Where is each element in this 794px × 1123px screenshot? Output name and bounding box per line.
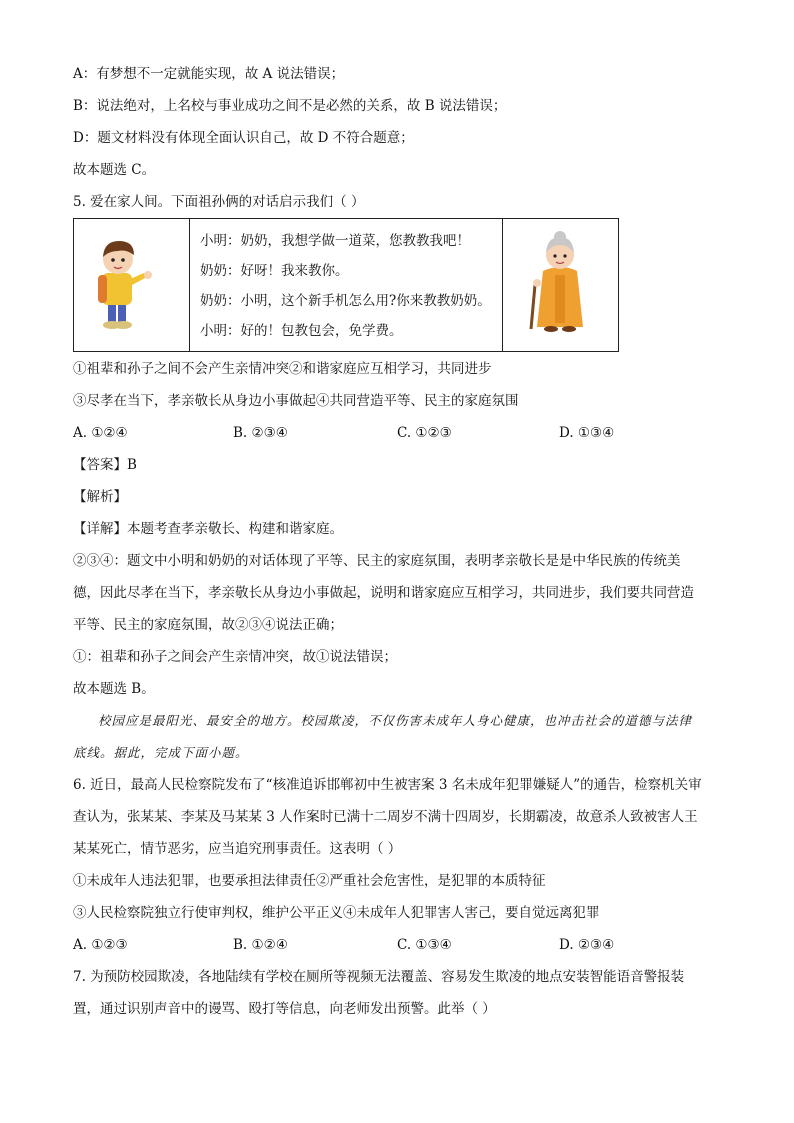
q5-option-a[interactable]: A. ①②④ bbox=[73, 425, 128, 441]
material-line-2: 底线。据此，完成下面小题。 bbox=[73, 745, 249, 760]
answer-label: 【答案】B bbox=[73, 457, 137, 473]
detail-paragraph-4: ①：祖辈和孙子之间会产生亲情冲突，故①说法错误； bbox=[73, 649, 397, 665]
grandma-illustration bbox=[503, 219, 617, 349]
question-6-statements-2: ③人民检察院独立行使审判权，维护公平正义④未成年人犯罪害人害己，要自觉远离犯罪 bbox=[73, 905, 600, 921]
detail-conclusion: 故本题选 B。 bbox=[73, 681, 155, 697]
question-5-options bbox=[73, 423, 733, 443]
answer-line-a: A：有梦想不一定就能实现，故 A 说法错误； bbox=[73, 66, 345, 82]
question-6-options bbox=[73, 935, 733, 955]
q6-option-a[interactable]: A. ①②③ bbox=[73, 937, 128, 953]
question-6-stem-2: 查认为，张某某、李某及马某某 3 人作案时已满十二周岁不满十四周岁，长期霸凌，故意杀人致被害人王 bbox=[73, 809, 698, 825]
detail-heading: 【详解】本题考查孝亲敬长、构建和谐家庭。 bbox=[73, 521, 343, 537]
material-line-1: 校园应是最阳光、最安全的地方。校园欺凌，不仅伤害未成年人身心健康，也冲击社会的道德与法律 bbox=[98, 713, 693, 728]
dialog-line-2: 奶奶：好呀！我来教你。 bbox=[200, 263, 349, 279]
question-5-stem: 5. 爱在家人间。下面祖孙俩的对话启示我们（ ） bbox=[73, 194, 365, 210]
answer-conclusion: 故本题选 C。 bbox=[73, 162, 156, 178]
dialog-line-4: 小明：好的！包教包会，免学费。 bbox=[200, 323, 403, 339]
dialog-line-1: 小明：奶奶，我想学做一道菜，您教教我吧！ bbox=[200, 233, 470, 249]
question-5-statements-2: ③尽孝在当下，孝亲敬长从身边小事做起④共同营造平等、民主的家庭氛围 bbox=[73, 393, 519, 409]
q5-option-d[interactable]: D. ①③④ bbox=[559, 425, 615, 441]
answer-line-b: B：说法绝对，上名校与事业成功之间不是必然的关系，故 B 说法错误； bbox=[73, 98, 507, 114]
analysis-label: 【解析】 bbox=[73, 489, 127, 505]
grandma-figure-cell bbox=[502, 219, 618, 351]
q6-option-b[interactable]: B. ①②④ bbox=[233, 937, 288, 953]
q5-option-c[interactable]: C. ①②③ bbox=[397, 425, 452, 441]
question-5-statements-1: ①祖辈和孙子之间不会产生亲情冲突②和谐家庭应互相学习，共同进步 bbox=[73, 361, 492, 377]
detail-paragraph-1: ②③④：题文中小明和奶奶的对话体现了平等、民主的家庭氛围，表明孝亲敬长是是中华民族的传统美 bbox=[73, 553, 681, 569]
answer-line-d: D：题文材料没有体现全面认识自己，故 D 不符合题意； bbox=[73, 130, 414, 146]
boy-illustration bbox=[74, 219, 188, 349]
boy-figure-cell bbox=[74, 219, 190, 351]
q6-option-d[interactable]: D. ②③④ bbox=[559, 937, 615, 953]
question-6-stem-1: 6. 近日，最高人民检察院发布了“核准追诉邯郸初中生被害案 3 名未成年犯罪嫌疑人”的通告，检察机关审 bbox=[73, 777, 702, 793]
detail-paragraph-2: 德，因此尽孝在当下，孝亲敬长从身边小事做起，说明和谐家庭应互相学习，共同进步，我们要共同营造 bbox=[73, 585, 694, 601]
dialog-table bbox=[73, 218, 619, 352]
question-6-stem-3: 某某死亡，情节恶劣，应当追究刑事责任。这表明（ ） bbox=[73, 841, 402, 857]
question-6-statements-1: ①未成年人违法犯罪，也要承担法律责任②严重社会危害性，是犯罪的本质特征 bbox=[73, 873, 546, 889]
q6-option-c[interactable]: C. ①③④ bbox=[397, 937, 452, 953]
dialog-line-3: 奶奶：小明，这个新手机怎么用?你来教教奶奶。 bbox=[200, 293, 491, 309]
q5-option-b[interactable]: B. ②③④ bbox=[233, 425, 288, 441]
question-7-stem-2: 置，通过识别声音中的谩骂、殴打等信息，向老师发出预警。此举（ ） bbox=[73, 1001, 496, 1017]
question-7-stem-1: 7. 为预防校园欺凌，各地陆续有学校在厕所等视频无法覆盖、容易发生欺凌的地点安装智能语音警报装 bbox=[73, 969, 685, 985]
detail-paragraph-3: 平等、民主的家庭氛围，故②③④说法正确； bbox=[73, 617, 343, 633]
